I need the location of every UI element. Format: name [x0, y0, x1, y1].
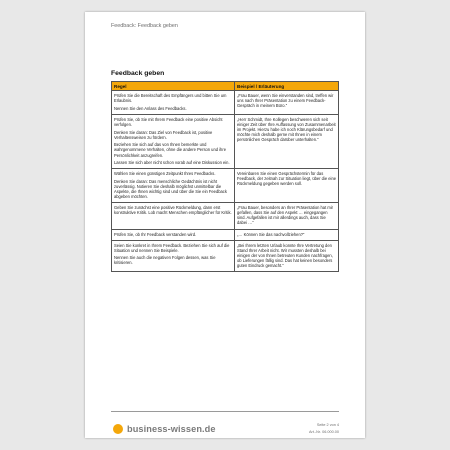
rule-text: Denken Sie daran: Das Ziel von Feedback ist, positive Verhaltensweisen zu fördern.: [114, 129, 213, 140]
feedback-table: [111, 81, 339, 272]
rule-text: Prüfen Sie, ob Sie mit Ihrem Feedback eine positive Absicht verfolgen.: [114, 116, 223, 128]
table-row: [112, 240, 339, 271]
table-row: [112, 169, 339, 203]
footer-divider: [111, 411, 339, 412]
rule-text: Denken Sie daran: Das menschliche Gedächtnis ist nicht zuverlässig. Notieren Sie deshalb möglichst unmittelbar die Aspekte, die Ihnen wichtig sind und über die Sie ein Feedback abgeben möchten.: [114, 178, 227, 200]
rule-text: Seien Sie konkret in Ihrem Feedback. Beziehen Sie sich auf die Situation und nennen Sie Beispiele.: [114, 242, 230, 253]
rule-cell: [112, 114, 235, 168]
example-text: „Bei Ihrem letzten Urlaub konnte Ihre Vertretung den Stand Ihrer Arbeit nicht. Wir mussten deshalb bei einigen der von Ihnen betreuten Kunden nachfragen, ob Lieferungen fällig sind. Das hat keinen besonders guten Eindruck gemacht.“: [237, 242, 333, 269]
example-text: „Frau Bauer, besonders an Ihrer Präsentation hat mir gefallen, dass Sie auf den Aspekt … eingegangen sind. Aufgefallen ist mir allerdings auch, dass Sie dabei …“: [237, 205, 334, 226]
rule-cell: [112, 240, 235, 271]
rule-text: Nennen Sie auch die negativen Folgen dessen, was Sie kritisieren.: [114, 255, 216, 266]
rule-text: Prüfen Sie, ob Ihr Feedback verstanden wird.: [114, 231, 197, 237]
document-page: [85, 12, 365, 438]
table-row: [112, 203, 339, 229]
example-cell: [235, 203, 339, 229]
column-header-rule: Regel: [112, 82, 235, 91]
rule-text: Prüfen Sie die Bereitschaft des Empfängers und bitten Sie um Erlaubnis.: [114, 93, 227, 104]
example-text: „Frau Bauer, wenn Sie einverstanden sind, treffen wir uns nach Ihrer Präsentation zu einem Feedback-Gespräch in meinem Büro.“: [237, 93, 334, 109]
example-cell: [235, 169, 339, 203]
example-text: Vereinbaren Sie einen Gesprächstermin für das Feedback, der zeitnah zur Situation liegt, über die eine Rückmeldung gegeben werden soll.: [237, 171, 336, 187]
example-text: „Herr Schmidt, Ihre Kollegen beschweren sich seit einiger Zeit über Ihre Auffassung von Zusammenarbeit im Projekt. Hierzu habe ich noch Klärungsbedarf und möchte mich deshalb gerne mit Ihnen in einem persönlichen Gespräch darüber unterhalten.“: [237, 116, 336, 143]
example-text: „… Können Sie das nachvollziehen?“: [237, 231, 305, 237]
page-header: Feedback: Feedback geben: [111, 23, 178, 29]
logo-dot-icon: [113, 424, 123, 434]
example-cell: [235, 229, 339, 240]
rule-cell: [112, 91, 235, 115]
rule-text: Beziehen Sie sich auf das von Ihnen bemerkte und wahrgenommene Verhalten, ohne die andere Person und ihre Persönlichkeit anzugreifen.: [114, 142, 226, 158]
logo-text: business-wissen.de: [127, 424, 216, 434]
table-row: [112, 91, 339, 115]
business-wissen-logo: [113, 424, 216, 434]
rule-text: Lassen Sie sich aber nicht schon vorab auf eine Diskussion ein.: [114, 160, 230, 166]
table-row: [112, 229, 339, 240]
column-header-example: Beispiel / Erläuterung: [235, 82, 339, 91]
section-title: Feedback geben: [111, 70, 165, 77]
rule-text: Nennen Sie den Anlass des Feedbacks.: [114, 105, 187, 111]
rule-cell: [112, 203, 235, 229]
page-number: Seite 2 von 4: [316, 423, 339, 427]
rule-text: Wählen Sie einen günstigen Zeitpunkt Ihres Feedbacks.: [114, 171, 216, 177]
table-header-row: [112, 82, 339, 91]
example-cell: [235, 91, 339, 115]
article-number: Art.-Nr. 06.000.00: [309, 430, 339, 434]
rule-text: Geben Sie zunächst eine positive Rückmeldung, dann erst konstruktive Kritik. Lob macht Menschen empfänglicher für Kritik.: [114, 205, 232, 216]
example-cell: [235, 240, 339, 271]
rule-cell: [112, 169, 235, 203]
table-row: [112, 114, 339, 168]
rule-cell: [112, 229, 235, 240]
example-cell: [235, 114, 339, 168]
